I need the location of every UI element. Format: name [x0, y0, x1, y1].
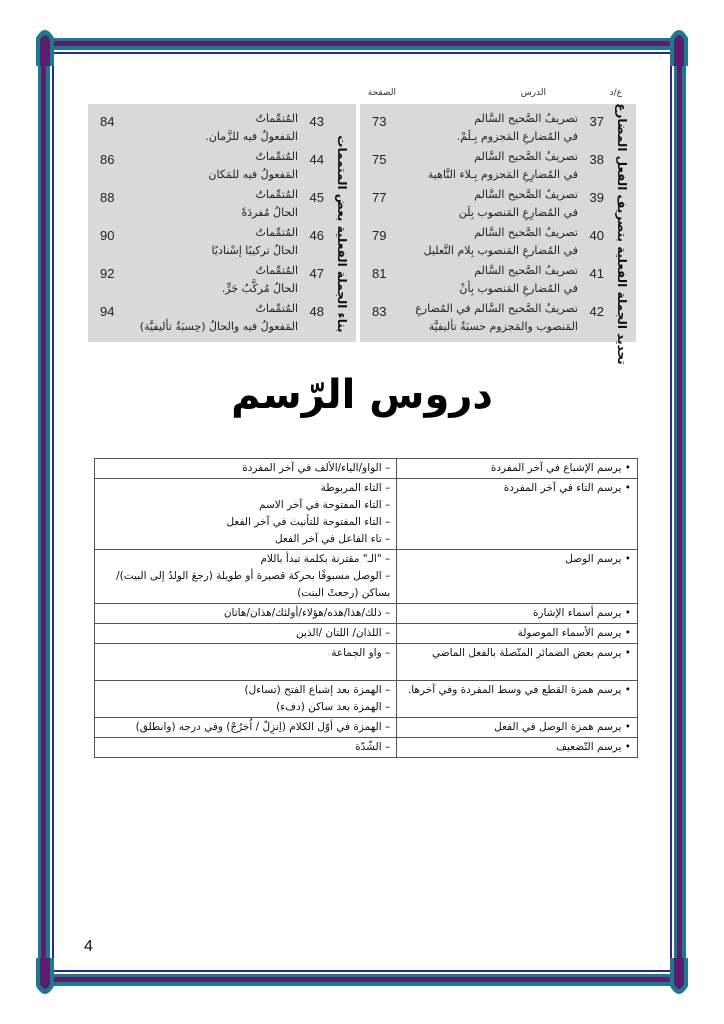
index-header-lesson: الدرس: [520, 88, 546, 98]
index-row-lesson-detail: في المُضارعِ المَنصوب بِلام التَّعليل: [423, 244, 578, 257]
rule-cell: [95, 681, 397, 718]
rule-cell: [95, 479, 397, 550]
index-row-lesson-detail: الحالُ مُركَّبُ جَرٍّ.: [221, 282, 298, 295]
index-row: [88, 300, 356, 338]
index-row-number: 40: [589, 228, 604, 243]
rule-text: [101, 662, 390, 679]
index-row-lesson: المُتمِّماتُ: [255, 112, 298, 125]
rule-text: – التاء المربوطة: [101, 480, 390, 497]
lesson-text: • يرسم التاء في آخر المفردة: [403, 480, 631, 497]
index-row-lesson: تصريفُ الصَّحيح السَّالم في المُضارعِ: [415, 302, 578, 315]
index-row-lesson-detail: الحالُ مُفردَةً: [241, 206, 298, 219]
rule-text: – الوصل مسبوقًا بحركة قصيرة أو طويلة (رجعَ الولدُ إلى البيت)/: [101, 568, 390, 585]
frame-corner-bottom-left: [34, 958, 56, 998]
lesson-text: • يرسم همزة الوصل في الفعل: [403, 719, 631, 736]
index-row: [360, 148, 636, 186]
index-left-section-title: بناء الجملة الفعلية بعض المتممات: [335, 135, 349, 333]
index-row-lesson: المُتمِّماتُ: [255, 264, 298, 277]
index-row-number: 47: [309, 266, 324, 281]
lesson-row: [95, 681, 638, 718]
rule-cell: [95, 644, 397, 681]
rule-cell: [95, 604, 397, 624]
index-row-page: 83: [372, 304, 387, 319]
rule-text: – الواو/الياء/الألف في آخر المفردة: [101, 460, 390, 477]
rule-text: – الهمزة بعد إشباع الفتح (تساءل): [101, 682, 390, 699]
page-number: 4: [84, 938, 93, 955]
rule-cell: [95, 624, 397, 644]
index-row-lesson: تصريفُ الصَّحيح السَّالم: [474, 188, 578, 201]
index-row-lesson-detail: المَفعولُ فيه والحالُ (حِسبَةٌ تأليفيَّة): [139, 320, 298, 333]
lesson-text: • يرسم بعض الضمائر المتّصلة بالفعل الماضي: [403, 645, 631, 662]
frame-corner-top-right: [668, 26, 690, 66]
index-row-page: 81: [372, 266, 387, 281]
index-panel-right: [360, 103, 636, 365]
rule-text: – "الـ" مقترنة بكلمة تبدأ باللام: [101, 551, 390, 568]
lesson-row: [95, 604, 638, 624]
rule-text: – تاء الفاعل في آخر الفعل: [101, 531, 390, 548]
index-row: [88, 224, 356, 262]
frame-corner-top-left: [34, 26, 56, 66]
index-row-number: 43: [309, 114, 324, 129]
index-row-number: 48: [309, 304, 324, 319]
index-row-lesson: تصريفُ الصَّحيح السَّالم: [474, 112, 578, 125]
index-row-lesson-detail: المَنصوب والمَجزوم حسبَةٌ تأليفيَّة: [428, 320, 578, 333]
index-row-number: 42: [589, 304, 604, 319]
lesson-row: [95, 624, 638, 644]
index-row: [360, 224, 636, 262]
page-title: دروس الرّسم: [231, 372, 493, 418]
index-row-number: 44: [309, 152, 324, 167]
index-row-lesson-detail: في المُضارعِ المَجزوم بِـلَمْ.: [456, 130, 578, 143]
index-row: [88, 262, 356, 300]
rule-text: بساكن (رجعتْ البنت): [297, 587, 391, 599]
rule-text: – الهمزة في أوّل الكلام (اِنزِلْ / اُخرُجْ) وفي درجه (وانطلق): [101, 719, 390, 736]
index-row-page: 75: [372, 152, 387, 167]
index-row-lesson-detail: المَفعولُ فيه للزَّمان.: [205, 130, 298, 143]
rule-text: – اللذان/ اللتان /الذين: [101, 625, 390, 642]
frame-corner-bottom-right: [668, 958, 690, 998]
lesson-cell: [397, 604, 638, 624]
index-row-lesson-detail: الحالُ تركيبًا إسْناديًا: [211, 244, 298, 257]
index-row-lesson-detail: في المُضارِعِ المَجزوم بِـلاء النَّاهية: [427, 168, 578, 181]
index-row-lesson: المُتمِّماتُ: [255, 150, 298, 163]
lesson-row: [95, 644, 638, 681]
frame-left-bar: [38, 38, 50, 986]
lesson-row: [95, 459, 638, 479]
rule-text: – التاء المفتوحة في آخر الاسم: [101, 497, 390, 514]
lesson-cell: [397, 738, 638, 758]
rule-cell: [95, 459, 397, 479]
index-row-lesson: المُتمِّماتُ: [255, 226, 298, 239]
lesson-cell: [397, 681, 638, 718]
index-row-number: 41: [589, 266, 604, 281]
index-row-lesson: المُتمِّماتُ: [255, 302, 298, 315]
index-row: [88, 110, 356, 148]
index-row-lesson-detail: في المُضارعِ المَنصوب بِأنْ: [459, 282, 578, 295]
index-row-page: 94: [100, 304, 115, 319]
index-row-number: 45: [309, 190, 324, 205]
index-row-page: 92: [100, 266, 115, 281]
index-row-lesson: المُتمِّماتُ: [255, 188, 298, 201]
lesson-cell: [397, 644, 638, 681]
index-row-page: 84: [100, 114, 115, 129]
lesson-text: • يرسم الإشباع في آخر المفردة: [403, 460, 631, 477]
frame-inner-top-line: [52, 52, 672, 54]
index-row: [88, 148, 356, 186]
index-row: [88, 186, 356, 224]
rule-text: – الهمزة بعد ساكن (دفء): [101, 699, 390, 716]
lesson-cell: [397, 550, 638, 604]
index-row: [360, 186, 636, 224]
frame-inner-bottom-line: [52, 970, 672, 972]
lesson-row: [95, 738, 638, 758]
index-panel-left: [88, 104, 356, 342]
index-row-number: 38: [589, 152, 604, 167]
index-row-number: 39: [589, 190, 604, 205]
spelling-lessons-table: [94, 458, 638, 758]
index-row-page: 77: [372, 190, 387, 205]
lesson-cell: [397, 479, 638, 550]
lesson-text: • يرسم همزة القطع في وسط المفردة وفي آخرها.: [403, 682, 631, 699]
index-row-number: 37: [589, 114, 604, 129]
frame-top-bar: [38, 38, 686, 50]
index-row-lesson-detail: المَفعولُ فيه للمَكان: [208, 168, 298, 181]
lesson-index: [88, 88, 636, 365]
lesson-row: [95, 479, 638, 550]
lesson-row: [95, 550, 638, 604]
frame-inner-left-line: [52, 52, 54, 972]
rule-text: – واو الجماعة: [101, 645, 390, 662]
lesson-text: • يرسم أسماء الإشارة: [403, 605, 631, 622]
index-row-page: 90: [100, 228, 115, 243]
lesson-cell: [397, 624, 638, 644]
lesson-text: • يرسم التّضعيف: [403, 739, 631, 756]
index-row-lesson: تصريفُ الصَّحيح السَّالم: [474, 264, 578, 277]
index-row-number: 46: [309, 228, 324, 243]
lesson-row: [95, 718, 638, 738]
frame-bottom-bar: [38, 974, 686, 986]
index-row-page: 73: [372, 114, 387, 129]
rule-cell: [95, 738, 397, 758]
lesson-text: [403, 662, 631, 679]
index-header-page: الصفحة: [367, 88, 396, 98]
frame-inner-right-line: [670, 52, 672, 972]
index-header-number: ع/د: [609, 88, 622, 98]
rule-text: – التاء المفتوحة للتأنيث في آخر الفعل: [101, 514, 390, 531]
rule-cell: [95, 718, 397, 738]
index-row-page: 79: [372, 228, 387, 243]
index-row-page: 86: [100, 152, 115, 167]
index-row: [360, 110, 636, 148]
index-right-section-title: تحديد الجملة الفعلية بتصريف الفعل المضارع: [615, 103, 629, 365]
index-row: [360, 300, 636, 338]
lesson-cell: [397, 459, 638, 479]
frame-right-bar: [674, 38, 686, 986]
index-row-page: 88: [100, 190, 115, 205]
rule-text: – الشّدّة: [101, 739, 390, 756]
lesson-text: • يرسم الوصل: [403, 551, 631, 568]
index-row-lesson: تصريفُ الصَّحيح السَّالم: [474, 226, 578, 239]
index-row: [360, 262, 636, 300]
lesson-text: • يرسم الأسماء الموصولة: [403, 625, 631, 642]
index-row-lesson: تصريفُ الصَّحيح السَّالم: [474, 150, 578, 163]
rule-cell: [95, 550, 397, 604]
lesson-cell: [397, 718, 638, 738]
index-row-lesson-detail: في المُضارِعِ المَنصوب بِلَن: [458, 206, 578, 219]
rule-text: – ذلك/هذا/هذه/هؤلاء/أولئك/هذان/هاتان: [101, 605, 390, 622]
